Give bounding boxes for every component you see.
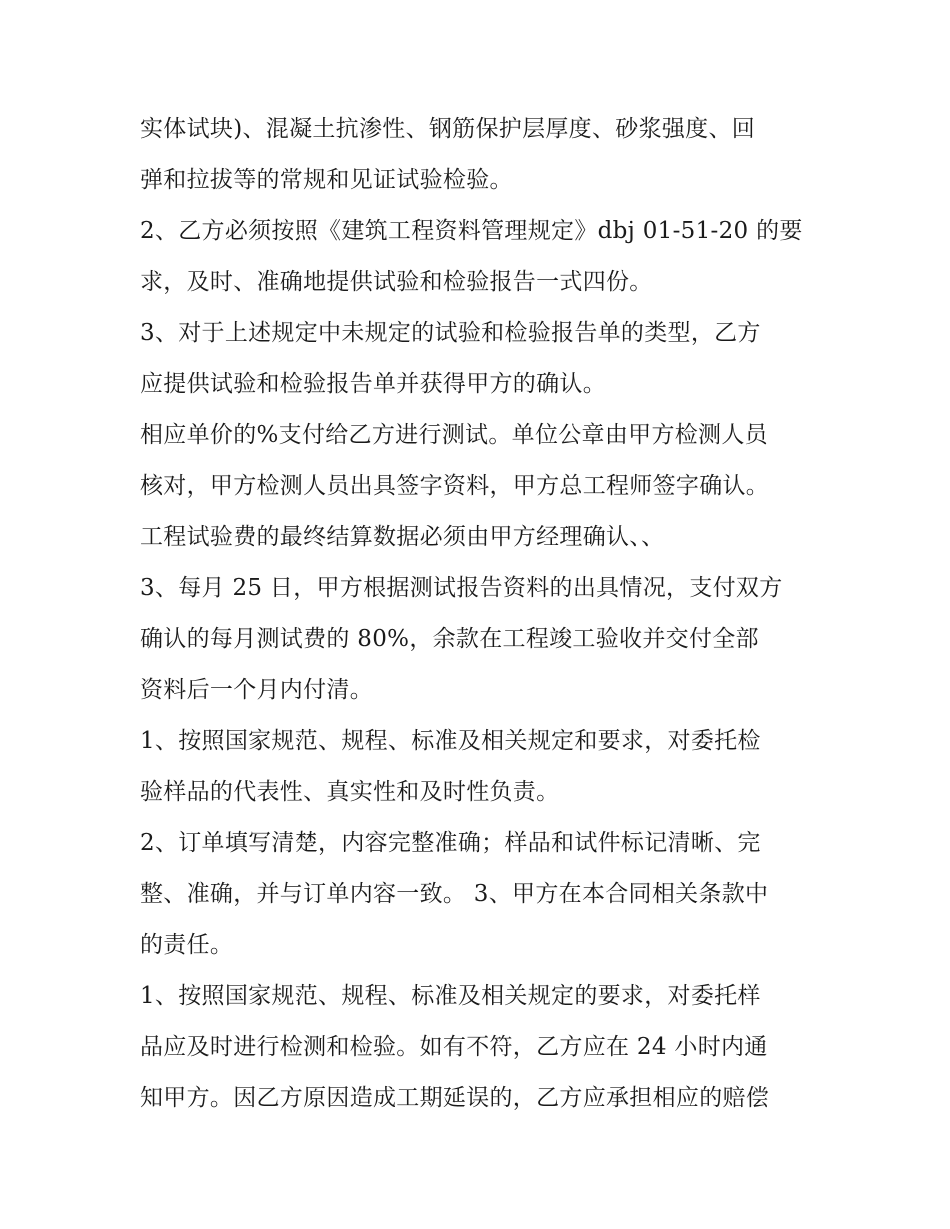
text-line: 整、准确，并与订单内容一致。 3、甲方在本合同相关条款中 [140,881,769,907]
text-line: 求，及时、准确地提供试验和检验报告一式四份。 [140,269,653,295]
text-line: 2、乙方必须按照《建筑工程资料管理规定》dbj 01-51-20 的要 [140,218,803,244]
text-line: 实体试块)、混凝土抗渗性、钢筋保护层厚度、砂浆强度、回 [140,116,756,142]
text-line: 应提供试验和检验报告单并获得甲方的确认。 [140,371,606,397]
text-line: 工程试验费的最终结算数据必须由甲方经理确认、、 [140,524,665,550]
text-line: 相应单价的%支付给乙方进行测试。单位公章由甲方检测人员 [140,422,768,448]
text-line: 3、对于上述规定中未规定的试验和检验报告单的类型，乙方 [140,320,761,346]
text-line: 资料后一个月内付清。 [140,677,373,703]
text-line: 2、订单填写清楚，内容完整准确；样品和试件标记清晰、完 [140,830,761,856]
text-line: 的责任。 [140,932,234,958]
text-line: 弹和拉拔等的常规和见证试验检验。 [140,167,513,193]
text-line: 验样品的代表性、真实性和及时性负责。 [140,779,560,805]
text-line: 核对，甲方检测人员出具签字资料，甲方总工程师签字确认。 [140,473,770,499]
text-line: 3、每月 25 日，甲方根据测试报告资料的出具情况，支付双方 [140,575,783,601]
text-line: 1、按照国家规范、规程、标准及相关规定和要求，对委托检 [140,728,761,754]
document-body [140,104,820,1124]
text-line: 确认的每月测试费的 80%，余款在工程竣工验收并交付全部 [140,626,759,652]
text-line: 品应及时进行检测和检验。如有不符，乙方应在 24 小时内通 [140,1034,768,1060]
text-line: 知甲方。因乙方原因造成工期延误的，乙方应承担相应的赔偿 [140,1085,770,1111]
text-line: 1、按照国家规范、规程、标准及相关规定的要求，对委托样 [140,983,761,1009]
